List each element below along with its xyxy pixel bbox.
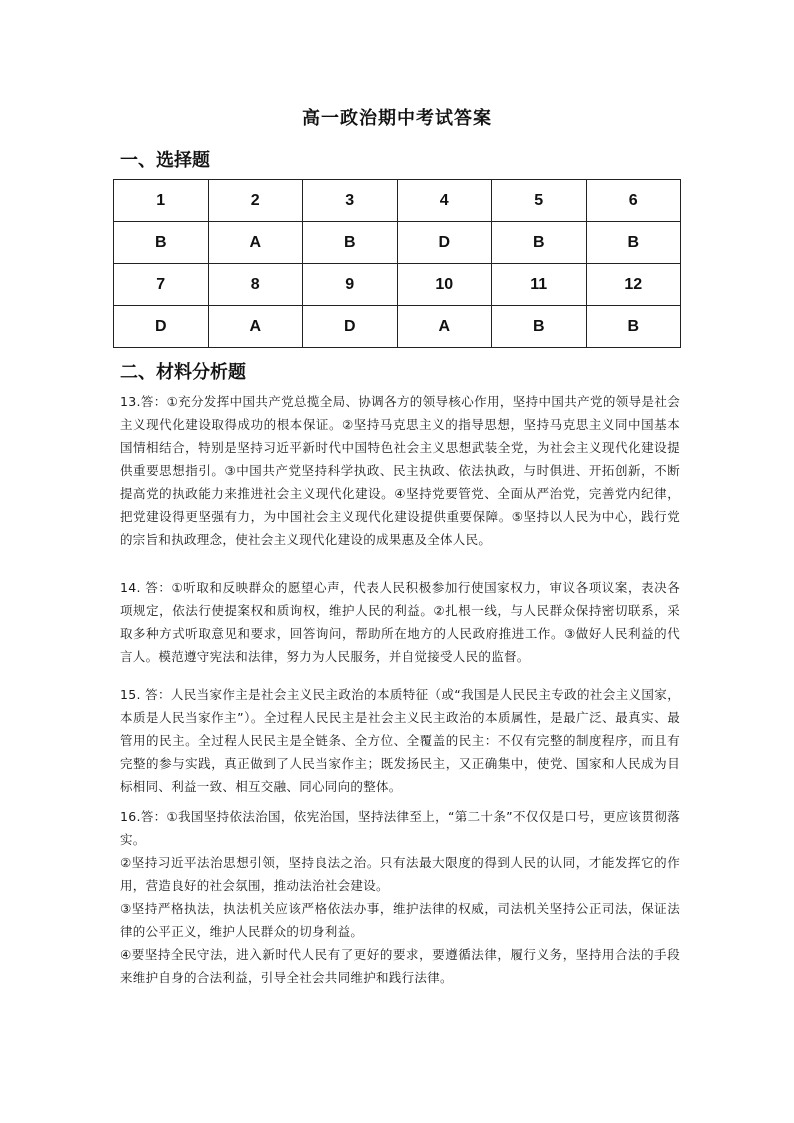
section-heading-multiple-choice: 一、选择题 [120,150,210,171]
answer-14-text: 14. 答：①听取和反映群众的愿望心声，代表人民积极参加行使国家权力，审议各项议案，表决各项规定，依法行使提案权和质询权，维护人民的利益。②扎根一线，与人民群众保持密切联系，采取多种方式听取意见和要求，回答询问，帮助所在地方的人民政府推进工作。③做好人民利益的代言人。模范遵守宪法和法律，努力为人民服务，并自觉接受人民的监督。 [120,580,680,664]
question-number-cell: 2 [208,180,303,222]
answer-cell: A [397,306,492,348]
question-number-cell: 5 [492,180,587,222]
answer-15 [120,683,680,798]
table-row [114,222,681,264]
answer-cell: D [397,222,492,264]
answer-16-line: ②坚持习近平法治思想引领，坚持良法之治。只有法最大限度的得到人民的认同，才能发挥它的作用，营造良好的社会氛围，推动法治社会建设。 [120,855,680,893]
answer-16-line: ④要坚持全民守法，进入新时代人民有了更好的要求，要遵循法律，履行义务，坚持用合法的手段来维护自身的合法利益，引导全社会共同维护和践行法律。 [120,947,680,985]
question-number-cell: 8 [208,264,303,306]
answer-16 [120,805,680,989]
answer-table [113,179,681,348]
answer-cell: A [208,222,303,264]
page-title: 高一政治期中考试答案 [302,108,492,129]
question-number-cell: 10 [397,264,492,306]
section-heading-material-analysis: 二、材料分析题 [120,362,246,383]
question-number-cell: 3 [303,180,398,222]
answer-14 [120,576,680,668]
answer-cell: B [586,222,681,264]
answer-cell: D [114,306,209,348]
answer-13 [120,390,680,551]
answer-cell: B [492,306,587,348]
question-number-cell: 1 [114,180,209,222]
table-row [114,180,681,222]
question-number-cell: 6 [586,180,681,222]
question-number-cell: 12 [586,264,681,306]
answer-13-text: 13.答：①充分发挥中国共产党总揽全局、协调各方的领导核心作用，坚持中国共产党的领导是社会主义现代化建设取得成功的根本保证。②坚持马克思主义的指导思想，坚持马克思主义同中国基本国情相结合，特别是坚持习近平新时代中国特色社会主义思想武装全党，为社会主义现代化建设提供重要思想指引。③中国共产党坚持科学执政、民主执政、依法执政，与时俱进、开拓创新，不断提高党的执政能力来推进社会主义现代化建设。④坚持党要管党、全面从严治党，完善党内纪律，把党建设得更坚强有力，为中国社会主义现代化建设提供重要保障。⑤坚持以人民为中心，践行党的宗旨和执政理念，使社会主义现代化建设的成果惠及全体人民。 [120,394,680,547]
question-number-cell: 4 [397,180,492,222]
question-number-cell: 7 [114,264,209,306]
answer-cell: B [114,222,209,264]
answer-cell: B [492,222,587,264]
table-row [114,264,681,306]
answer-cell: B [586,306,681,348]
question-number-cell: 9 [303,264,398,306]
question-number-cell: 11 [492,264,587,306]
answer-15-text: 15. 答：人民当家作主是社会主义民主政治的本质特征（或“我国是人民民主专政的社会主义国家，本质是人民当家作主”）。全过程人民民主是社会主义民主政治的本质属性，是最广泛、最真实、最管用的民主。全过程人民民主是全链条、全方位、全覆盖的民主：不仅有完整的制度程序，而且有完整的参与实践，真正做到了人民当家作主；既发扬民主，又正确集中，使党、国家和人民成为目标相同、利益一致、相互交融、同心同向的整体。 [120,687,680,794]
answer-cell: B [303,222,398,264]
table-row [114,306,681,348]
answer-cell: A [208,306,303,348]
answer-cell: D [303,306,398,348]
answer-16-line: ③坚持严格执法，执法机关应该严格依法办事，维护法律的权威，司法机关坚持公正司法，保证法律的公平正义，维护人民群众的切身利益。 [120,901,680,939]
answer-16-line: 16.答：①我国坚持依法治国，依宪治国，坚持法律至上，“第二十条”不仅仅是口号，更应该贯彻落实。 [120,809,680,847]
